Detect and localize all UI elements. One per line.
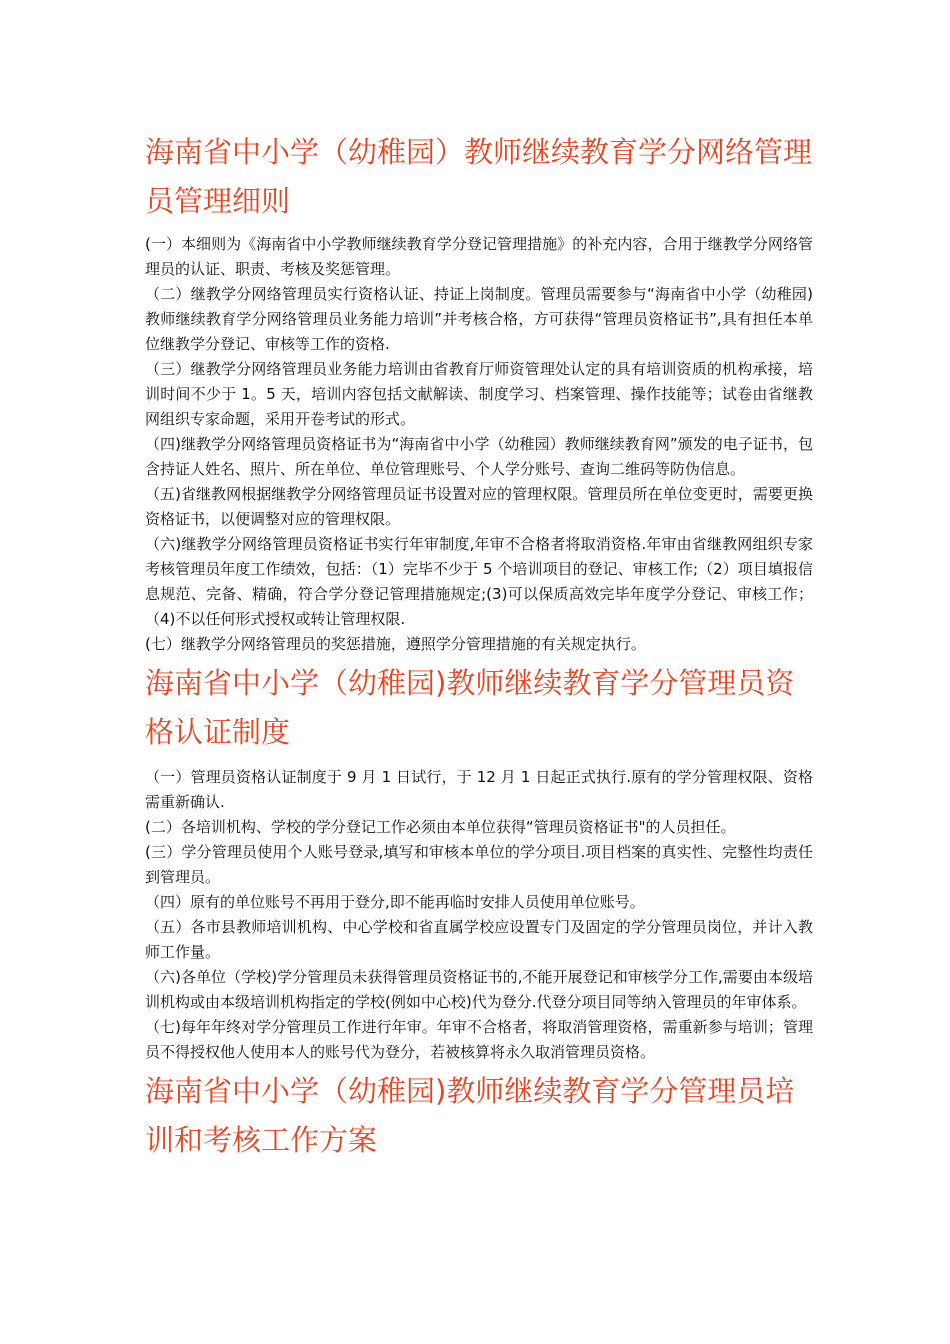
section-title: 海南省中小学（幼稚园）教师继续教育学分网络管理员管理细则 [145, 135, 813, 218]
paragraph: （五)省继教网根据继教学分网络管理员证书设置对应的管理权限。管理员所在单位变更时，需要更换资格证书，以便调整对应的管理权限。 [145, 485, 813, 528]
paragraph: （三）继教学分网络管理员业务能力培训由省教育厅师资管理处认定的具有培训资质的机构承接，培训时间不少于 1。5 天，培训内容包括文献解读、制度学习、档案管理、操作技能等；试卷由省继教网组织专家命题，采用开卷考试的形式。 [145, 360, 813, 428]
section-certification-system [145, 659, 813, 1065]
section-training-assessment-plan [145, 1067, 813, 1165]
paragraph: （一）管理员资格认证制度于 9 月 1 日试行，于 12 月 1 日起正式执行.原有的学分管理权限、资格需重新确认. [145, 768, 813, 811]
paragraph: （六)各单位（学校)学分管理员未获得管理员资格证书的,不能开展登记和审核学分工作,需要由本级培训机构或由本级培训机构指定的学校(例如中心校)代为登分.代登分项目同等纳入管理员的年审体系。 [145, 968, 813, 1011]
paragraph: （四）原有的单位账号不再用于登分,即不能再临时安排人员使用单位账号。 [145, 893, 645, 911]
paragraph: (七）继教学分网络管理员的奖惩措施，遵照学分管理措施的有关规定执行。 [145, 635, 646, 653]
paragraph: （五）各市县教师培训机构、中心学校和省直属学校应设置专门及固定的学分管理员岗位，并计入教师工作量。 [145, 918, 813, 961]
paragraph: (二）各培训机构、学校的学分登记工作必须由本单位获得“管理员资格证书"的人员担任。 [145, 818, 736, 836]
paragraph: （七)每年年终对学分管理员工作进行年审。年审不合格者，将取消管理资格，需重新参与培训；管理员不得授权他人使用本人的账号代为登分，若被核算将永久取消管理员资格。 [145, 1018, 813, 1061]
document-content [145, 128, 813, 1173]
paragraph: （二）继教学分网络管理员实行资格认证、持证上岗制度。管理员需要参与“海南省中小学（幼稚园)教师继续教育学分网络管理员业务能力培训”并考核合格，方可获得“管理员资格证书”,具有担任本单位继教学分登记、审核等工作的资格. [145, 285, 813, 353]
paragraph: (三）学分管理员使用个人账号登录,填写和审核本单位的学分项目.项目档案的真实性、完整性均责任到管理员。 [145, 843, 813, 886]
section-management-rules [145, 128, 813, 657]
paragraph: （六)继教学分网络管理员资格证书实行年审制度,年审不合格者将取消资格.年审由省继教网组织专家考核管理员年度工作绩效，包括：（1）完毕不少于 5 个培训项目的登记、审核工作;（2）项目填报信息规范、完备、精确，符合学分登记管理措施规定;(3)可以保质高效完毕年度学分登记、审核工作；（4)不以任何形式授权或转让管理权限. [145, 535, 813, 628]
paragraph: （四)继教学分网络管理员资格证书为“海南省中小学（幼稚园）教师继续教育网”颁发的电子证书，包含持证人姓名、照片、所在单位、单位管理账号、个人学分账号、查询二维码等防伪信息。 [145, 435, 813, 478]
paragraph: (一）本细则为《海南省中小学教师继续教育学分登记管理措施》的补充内容，合用于继教学分网络管理员的认证、职责、考核及奖惩管理。 [145, 235, 813, 278]
section-title: 海南省中小学（幼稚园)教师继续教育学分管理员资格认证制度 [145, 666, 795, 749]
section-title: 海南省中小学（幼稚园)教师继续教育学分管理员培训和考核工作方案 [145, 1074, 795, 1157]
